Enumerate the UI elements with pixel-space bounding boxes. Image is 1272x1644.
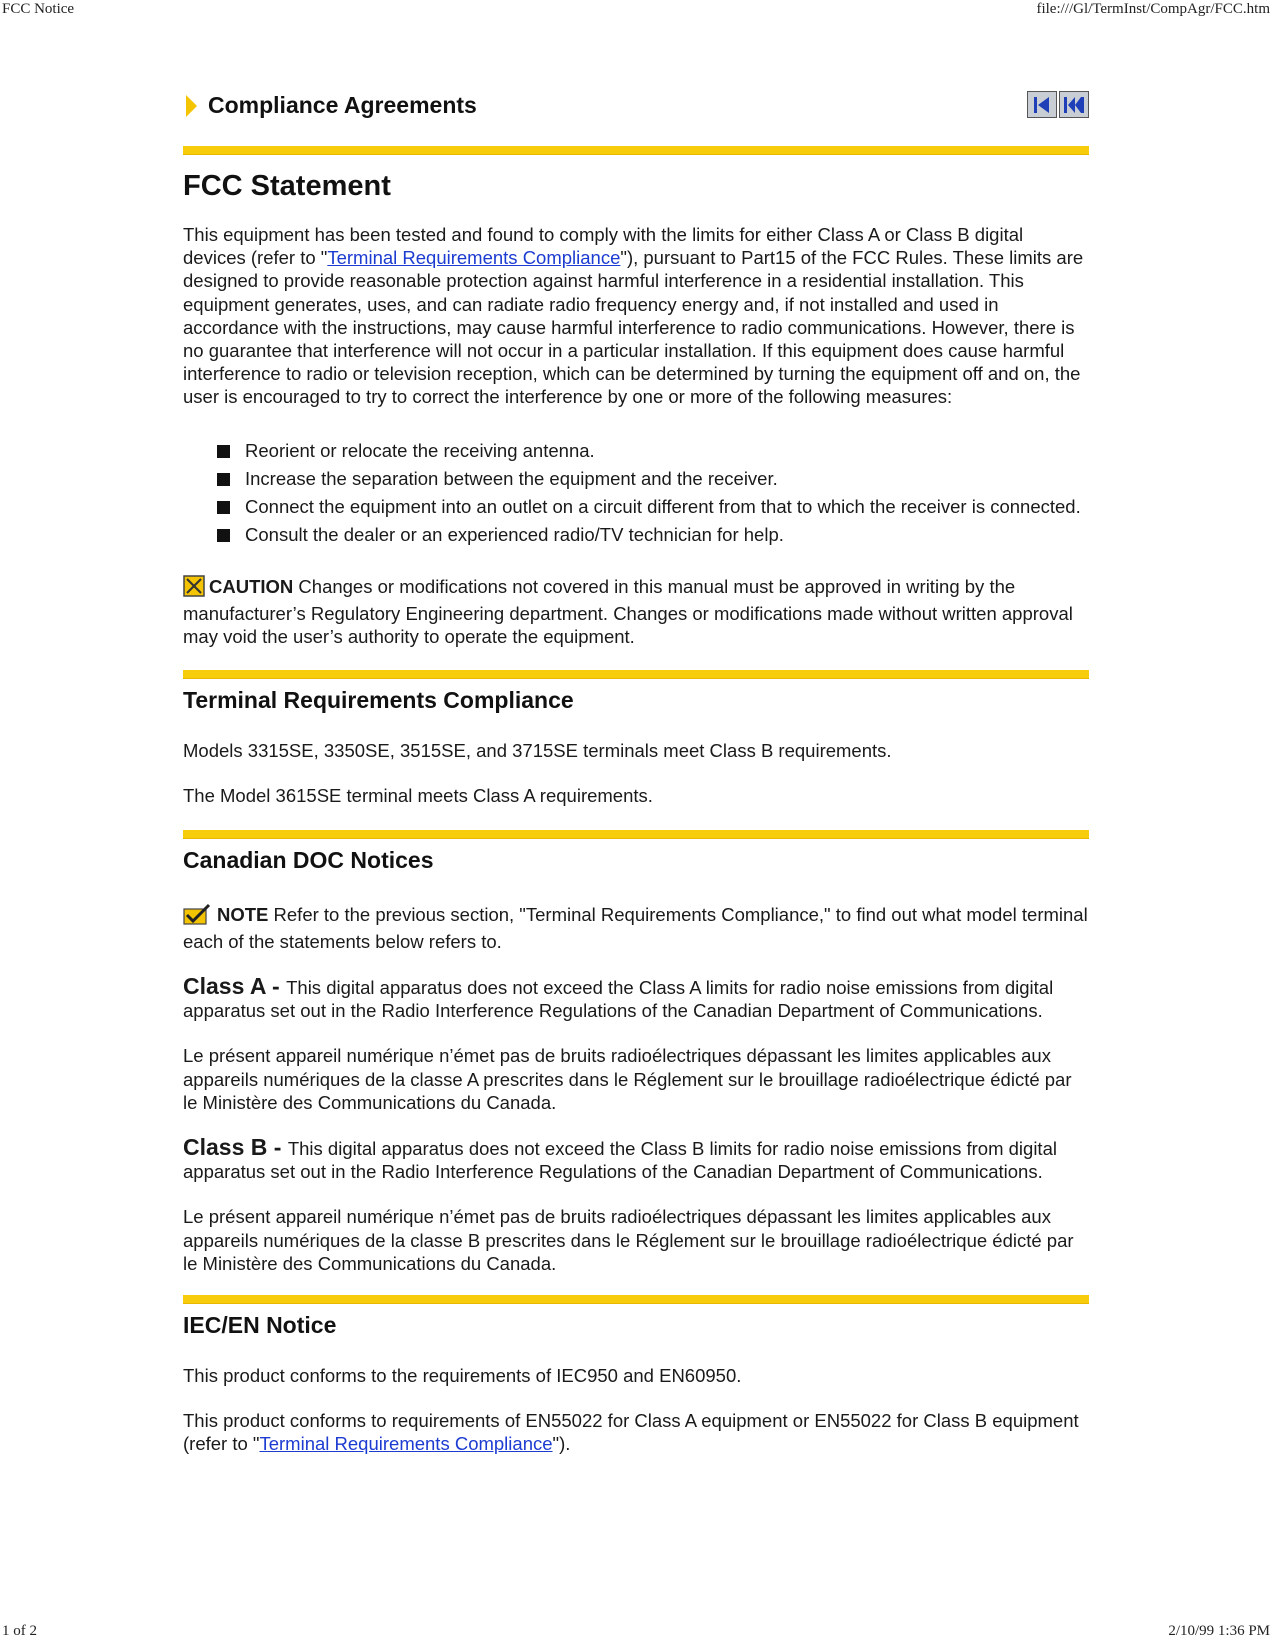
terminal-para-1: Models 3315SE, 3350SE, 3515SE, and 3715SE terminals meet Class B requirements.	[183, 740, 892, 762]
print-header-url: file:///Gl/TermInst/CompAgr/FCC.htm	[1036, 1, 1270, 17]
class-b-text: This digital apparatus does not exceed the Class B limits for radio noise emissions from digital apparatus set out in the Radio Interference Regulations of the Canadian Department of Communications.	[183, 1138, 1057, 1183]
print-header-title: FCC Notice	[2, 1, 75, 17]
note-text: Refer to the previous section, "Terminal Requirements Compliance," to find out what model terminal each of the statements below refers to.	[183, 903, 1088, 952]
page-count: 1 of 2	[2, 1623, 37, 1639]
fcc-text-before-link: This equipment has been tested and found to comply with the limits for either Class A or Class B digital devices (refer to "	[183, 224, 1024, 269]
go-to-start-button[interactable]	[1059, 91, 1089, 118]
note-check-icon	[183, 903, 213, 930]
fcc-paragraph	[183, 223, 1089, 409]
class-b-paragraph	[183, 1136, 1089, 1183]
class-a-label: Class A -	[183, 973, 287, 1000]
caution-label: CAUTION	[209, 575, 294, 597]
caution-paragraph	[183, 575, 1089, 649]
section-divider	[183, 146, 1089, 155]
class-b-label: Class B -	[183, 1134, 288, 1161]
section-divider	[183, 670, 1089, 679]
list-item: Increase the separation between the equipment and the receiver.	[217, 465, 1089, 493]
list-item: Consult the dealer or an experienced radio/TV technician for help.	[217, 521, 1089, 549]
note-label: NOTE	[217, 903, 269, 925]
print-footer	[0, 1622, 1272, 1644]
caution-text: Changes or modifications not covered in this manual must be approved in writing by the manufacturer’s Regulatory Engineering department. Changes or modifications made without written approval may void the user’s authority to operate the equipment.	[183, 575, 1073, 648]
terminal-heading: Terminal Requirements Compliance	[183, 687, 574, 714]
iec-para-1: This product conforms to the requirements of IEC950 and EN60950.	[183, 1365, 742, 1387]
class-b-french: Le présent appareil numérique n’émet pas de bruits radioélectriques dépassant les limites applicables aux appareils numériques de la classe B prescrites dans le Réglement sur le brouillage radioélectrique édicté par le Ministère des Communications du Canada.	[183, 1206, 1074, 1274]
fcc-text-after-link: "), pursuant to Part15 of the FCC Rules. These limits are designed to provide reasonable protection against harmful interference in a residential installation. This equipment generates, uses, and can radiate radio frequency energy and, if not installed and used in accordance with the instructions, may cause harmful interference to radio communications. However, there is no guarantee that interference will not occur in a particular installation. If this equipment does cause harmful interference to radio or television reception, which can be determined by turning the equipment off and on, the user is encouraged to try to correct the interference by one or more of the following measures:	[183, 247, 1084, 408]
section-arrow-icon	[186, 95, 197, 117]
go-to-start-icon	[1063, 96, 1085, 114]
caution-icon	[183, 575, 205, 602]
print-timestamp: 2/10/99 1:36 PM	[1168, 1623, 1270, 1639]
iec-text-after-link: ").	[552, 1433, 571, 1455]
section-title[interactable]: Compliance Agreements	[208, 92, 477, 118]
class-a-french: Le présent appareil numérique n’émet pas de bruits radioélectriques dépassant les limites applicables aux appareils numériques de la classe A prescrites dans le Réglement sur le brouillage radioélectrique édicté par le Ministère des Communications du Canada.	[183, 1045, 1072, 1113]
iec-text-before-link: This product conforms to requirements of EN55022 for Class A equipment or EN55022 for Class B equipment (refer to "	[183, 1410, 1079, 1455]
print-header	[0, 0, 1272, 22]
iec-heading: IEC/EN Notice	[183, 1312, 337, 1339]
fcc-heading: FCC Statement	[183, 170, 391, 202]
terminal-requirements-link[interactable]: Terminal Requirements Compliance	[259, 1433, 553, 1455]
iec-para-2	[183, 1409, 1089, 1455]
section-nav-bar	[183, 82, 1089, 128]
skip-back-button[interactable]	[1027, 91, 1057, 118]
class-a-text: This digital apparatus does not exceed the Class A limits for radio noise emissions from digital apparatus set out in the Radio Interference Regulations of the Canadian Department of Communications.	[183, 977, 1054, 1022]
terminal-requirements-link[interactable]: Terminal Requirements Compliance	[327, 247, 621, 269]
terminal-para-2: The Model 3615SE terminal meets Class A requirements.	[183, 785, 653, 807]
section-divider	[183, 830, 1089, 839]
section-divider	[183, 1295, 1089, 1304]
list-item: Reorient or relocate the receiving antenna.	[217, 437, 1089, 465]
nav-button-group	[1025, 91, 1089, 118]
class-a-paragraph	[183, 975, 1089, 1022]
note-paragraph	[183, 903, 1089, 953]
document-page	[183, 82, 1089, 1456]
list-item: Connect the equipment into an outlet on a circuit different from that to which the receiver is connected.	[217, 493, 1089, 521]
canadian-heading: Canadian DOC Notices	[183, 846, 434, 873]
skip-back-icon	[1032, 96, 1052, 114]
measures-list	[217, 437, 1089, 549]
